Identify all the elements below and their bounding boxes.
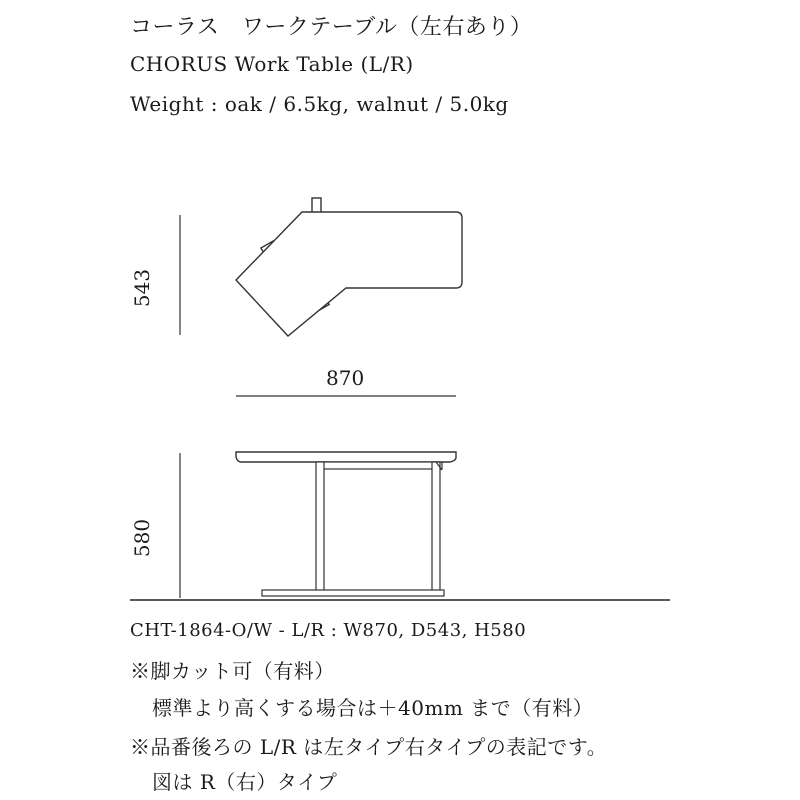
table-side-view: [236, 452, 456, 596]
note-figure-type: 図は R（右）タイプ: [152, 770, 338, 794]
height-label: 580: [130, 518, 154, 558]
product-title-en: CHORUS Work Table (L/R): [130, 52, 414, 76]
depth-label: 543: [130, 268, 154, 308]
width-label: 870: [326, 366, 365, 390]
product-weight: Weight : oak / 6.5kg, walnut / 5.0kg: [130, 92, 509, 116]
note-height-extension: 標準より高くする場合は＋40mm まで（有料）: [152, 696, 594, 720]
product-title-jp: コーラス ワークテーブル（左右あり）: [130, 15, 533, 40]
note-leg-cut: ※脚カット可（有料）: [130, 659, 335, 683]
table-top-view: [236, 198, 462, 336]
model-spec: CHT-1864-O/W - L/R : W870, D543, H580: [130, 620, 527, 641]
note-lr-type: ※品番後ろの L/R は左タイプ右タイプの表記です。: [130, 735, 608, 759]
